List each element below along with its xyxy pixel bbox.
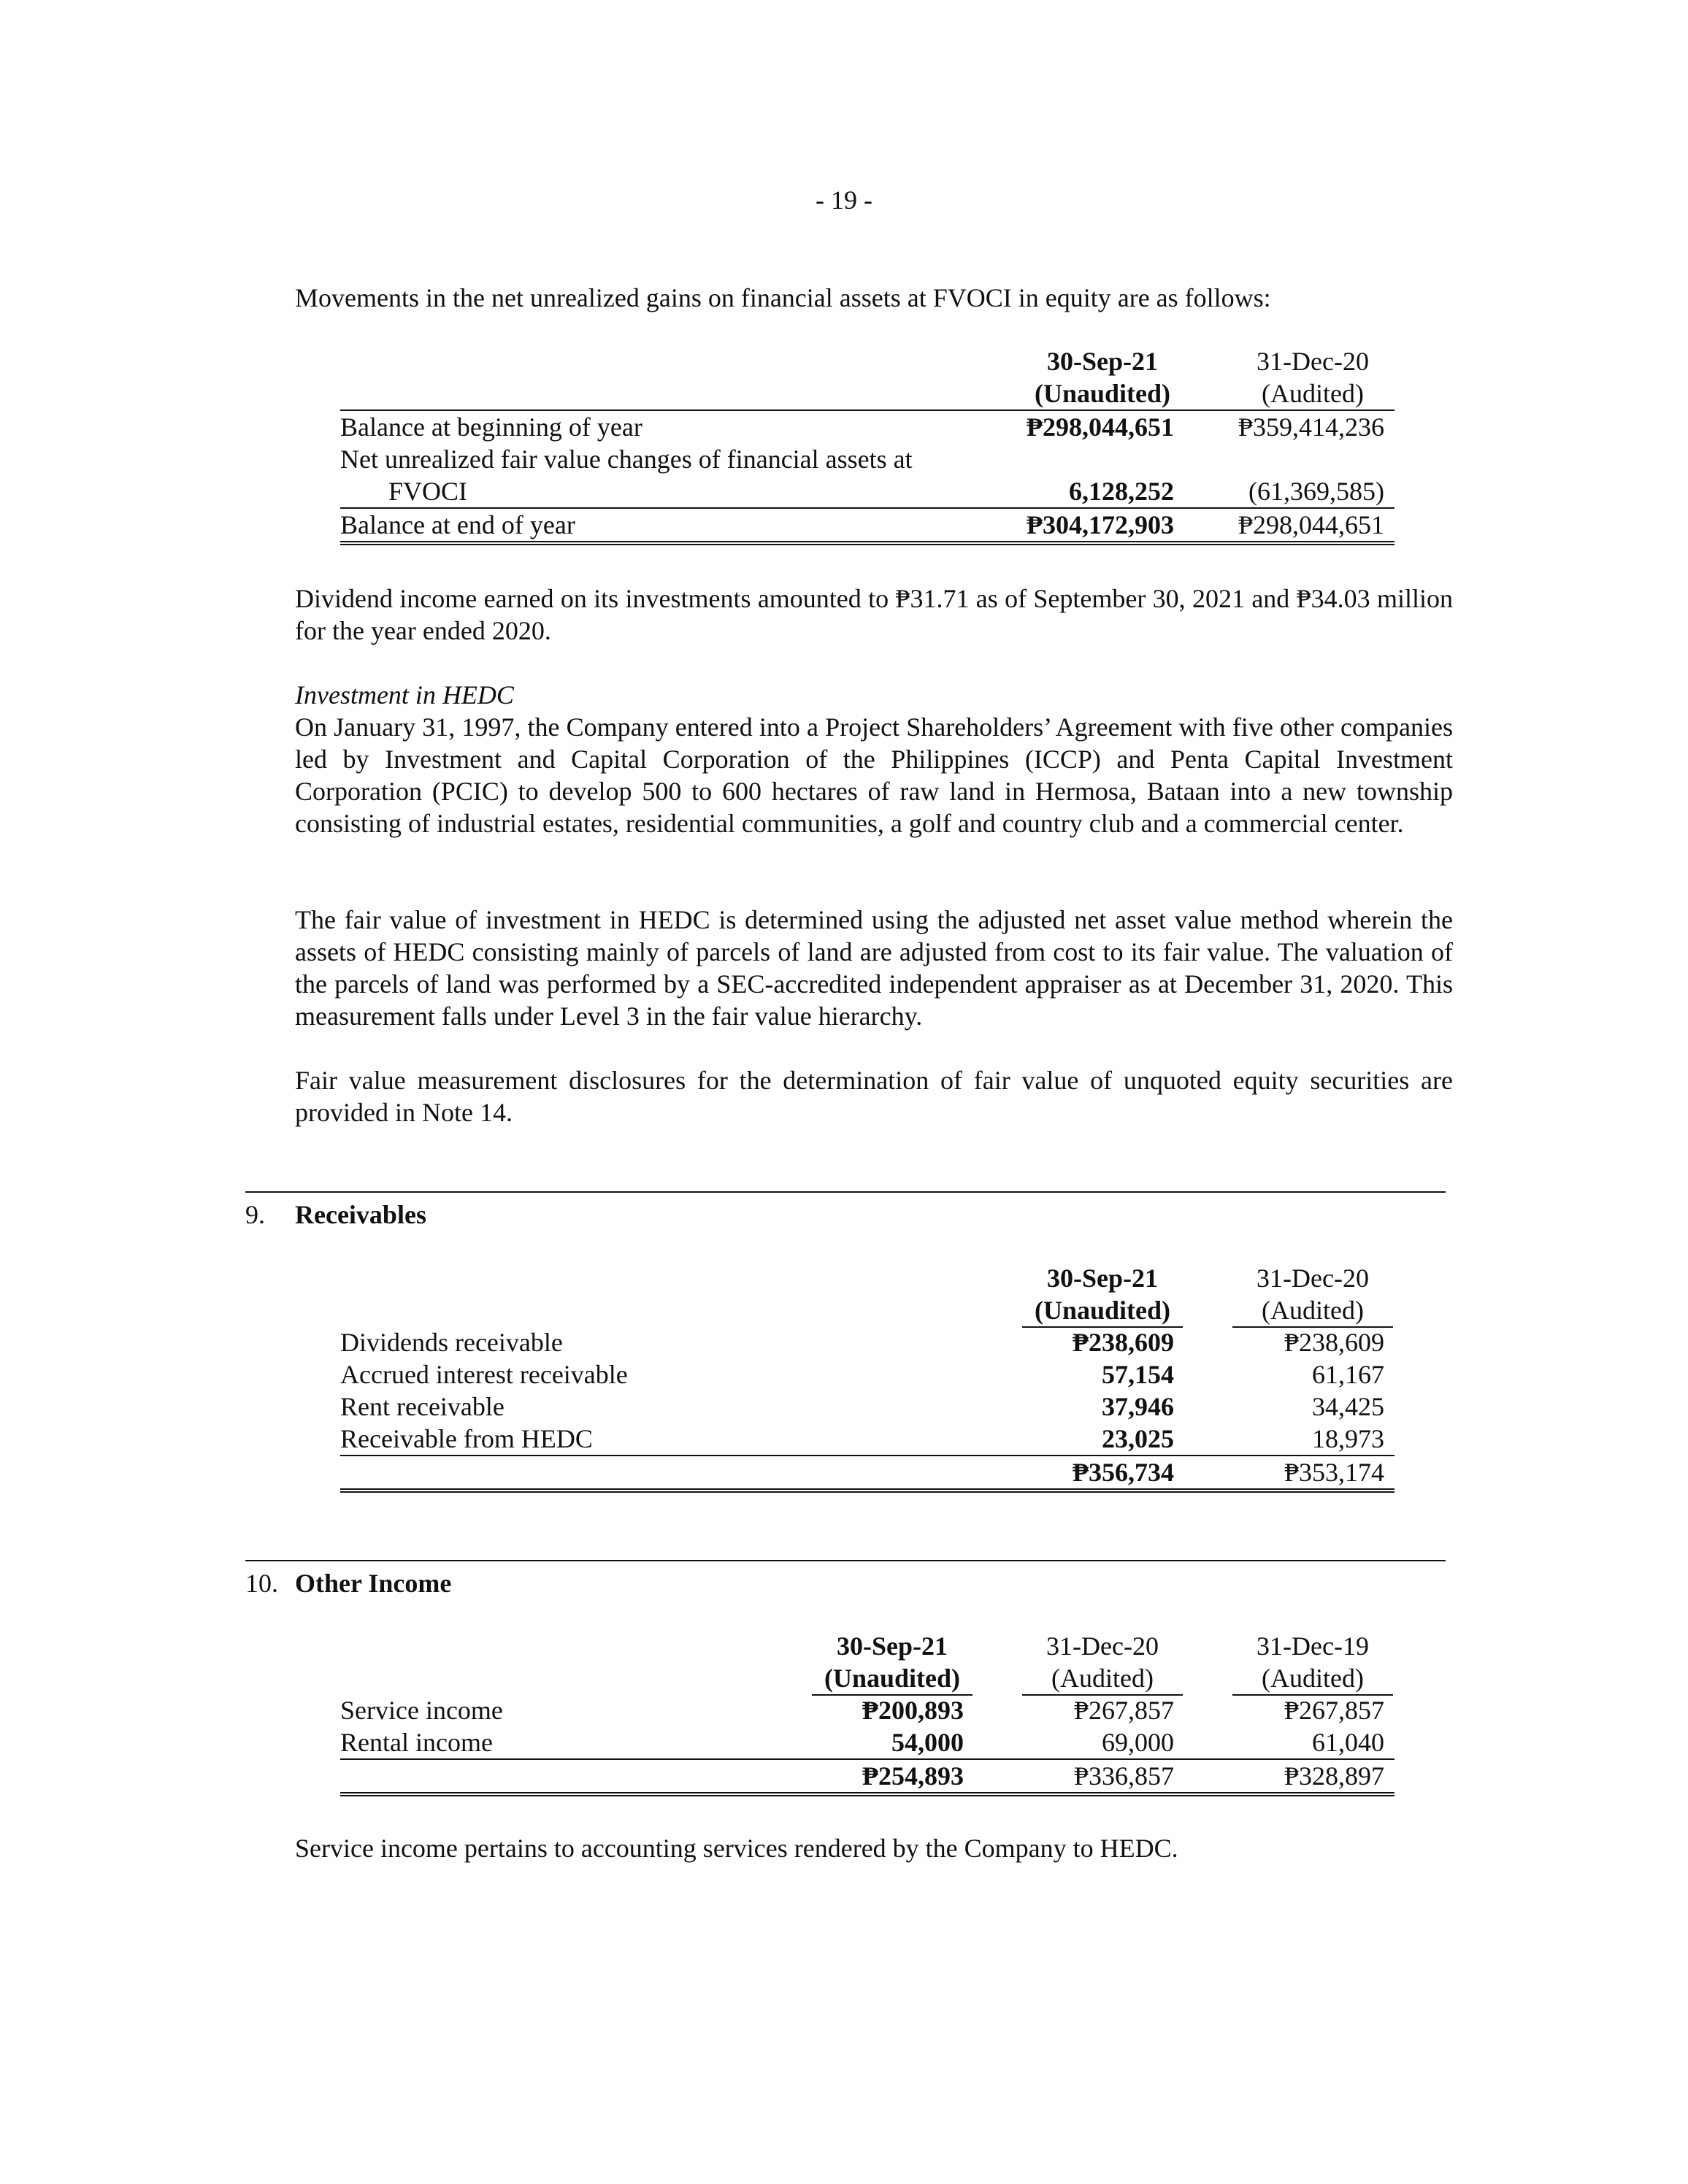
receivables-value-prior: 34,425 <box>1312 1392 1384 1421</box>
receivables-table <box>340 1262 1394 1493</box>
fvoci-col1-header: 30-Sep-21 <box>1047 347 1158 376</box>
other-income-header-row-1 <box>340 1630 1394 1662</box>
hedc-paragraph-2: The fair value of investment in HEDC is determined using the adjusted net asset value method wherein the assets of HEDC consisting mainly of parcels of land are adjusted from cost to its fair value. The valuation of the parcels of land was performed by a SEC-accredited independent appraiser as at December 31, 2020. This measurement falls under Level 3 in the fair value hierarchy. <box>295 905 1453 1031</box>
fvoci-row-value-prior: (61,369,585) <box>1248 477 1384 506</box>
receivables-total-current: ₱356,734 <box>1073 1458 1174 1487</box>
receivables-row <box>340 1326 1394 1358</box>
fvoci-intro: Movements in the net unrealized gains on financial assets at FVOCI in equity are as follows: <box>295 283 1271 312</box>
fvoci-col1-subheader: (Unaudited) <box>1034 379 1171 408</box>
fvoci-row <box>340 443 1394 475</box>
other-income-col2-subheader: (Audited) <box>1022 1662 1183 1696</box>
section-title: Other Income <box>295 1569 452 1598</box>
receivables-row-label: Rent receivable <box>340 1392 505 1421</box>
hedc-heading: Investment in HEDC <box>295 680 514 710</box>
fvoci-row-label: Net unrealized fair value changes of financial assets at <box>340 445 913 474</box>
fvoci-col2-subheader: (Audited) <box>1262 379 1364 408</box>
fvoci-row-value-current: ₱304,172,903 <box>1027 510 1174 539</box>
fvoci-col2-header: 31-Dec-20 <box>1257 347 1369 376</box>
other-income-total-2019: ₱328,897 <box>1284 1761 1384 1791</box>
other-income-row <box>340 1694 1394 1726</box>
other-income-col1-subheader: (Unaudited) <box>812 1662 972 1696</box>
section-number: 10. <box>245 1569 278 1598</box>
other-income-total-2021: ₱254,893 <box>862 1761 964 1791</box>
fvoci-total-row <box>340 507 1394 545</box>
receivables-row-label: Accrued interest receivable <box>340 1360 628 1389</box>
receivables-col2-header: 31-Dec-20 <box>1257 1264 1369 1293</box>
other-income-total-2020: ₱336,857 <box>1073 1761 1174 1791</box>
fvoci-row-value-prior: ₱298,044,651 <box>1238 510 1384 539</box>
other-income-total-row <box>340 1760 1394 1796</box>
receivables-col1-subheader: (Unaudited) <box>1022 1294 1183 1328</box>
other-income-col3-subheader: (Audited) <box>1232 1662 1393 1696</box>
fvoci-header-row-2 <box>340 377 1394 411</box>
receivables-header-row-2 <box>340 1294 1394 1326</box>
receivables-header-row-1 <box>340 1262 1394 1294</box>
fvoci-table <box>340 345 1394 545</box>
fvoci-row-label: FVOCI <box>388 477 468 506</box>
other-income-col1-header: 30-Sep-21 <box>837 1631 948 1661</box>
fvoci-row-label: Balance at end of year <box>340 510 575 539</box>
other-income-header-row-2 <box>340 1662 1394 1694</box>
fvoci-row-value-prior: ₱359,414,236 <box>1238 412 1384 442</box>
receivables-row <box>340 1423 1394 1456</box>
other-income-row-label: Service income <box>340 1696 503 1725</box>
hedc-paragraph-3: Fair value measurement disclosures for the determination of fair value of unquoted equity securities are provided in Note 14. <box>295 1066 1453 1127</box>
section-divider <box>245 1560 1446 1561</box>
other-income-value-2019: ₱267,857 <box>1284 1696 1384 1725</box>
other-income-value-2019: 61,040 <box>1312 1728 1384 1757</box>
receivables-col1-header: 30-Sep-21 <box>1047 1264 1158 1293</box>
section-divider <box>245 1191 1446 1193</box>
page-number: - 19 - <box>816 185 872 215</box>
other-income-col2-header: 31-Dec-20 <box>1046 1631 1159 1661</box>
section-number: 9. <box>245 1200 265 1229</box>
receivables-col2-subheader: (Audited) <box>1232 1294 1393 1328</box>
receivables-row-label: Dividends receivable <box>340 1328 563 1357</box>
fvoci-row-value-current: 6,128,252 <box>1069 477 1174 506</box>
receivables-value-prior: 18,973 <box>1312 1424 1384 1453</box>
other-income-footnote: Service income pertains to accounting services rendered by the Company to HEDC. <box>295 1834 1178 1863</box>
fvoci-row <box>340 475 1394 507</box>
fvoci-row-value-current: ₱298,044,651 <box>1027 412 1174 442</box>
fvoci-header-row-1 <box>340 345 1394 377</box>
receivables-value-current: 37,946 <box>1102 1392 1174 1421</box>
other-income-value-2021: 54,000 <box>891 1728 964 1757</box>
receivables-row <box>340 1391 1394 1423</box>
fvoci-row <box>340 411 1394 443</box>
receivables-value-current: 23,025 <box>1102 1424 1174 1453</box>
other-income-value-2020: 69,000 <box>1102 1728 1174 1757</box>
other-income-row <box>340 1726 1394 1760</box>
receivables-value-prior: 61,167 <box>1312 1360 1384 1389</box>
receivables-value-current: 57,154 <box>1102 1360 1174 1389</box>
other-income-value-2021: ₱200,893 <box>862 1696 964 1725</box>
section-title: Receivables <box>295 1200 426 1229</box>
other-income-value-2020: ₱267,857 <box>1073 1696 1174 1725</box>
receivables-total-row <box>340 1456 1394 1493</box>
other-income-col3-header: 31-Dec-19 <box>1257 1631 1369 1661</box>
receivables-row-label: Receivable from HEDC <box>340 1424 593 1453</box>
other-income-table <box>340 1630 1394 1796</box>
receivables-row <box>340 1358 1394 1391</box>
fvoci-row-label: Balance at beginning of year <box>340 412 642 442</box>
hedc-paragraph-1: On January 31, 1997, the Company entered into a Project Shareholders’ Agreement with five other companies led by Investment and Capital Corporation of the Philippines (ICCP) and Penta Capital Investment Corporation (PCIC) to develop 500 to 600 hectares of raw land in Hermosa, Bataan into a new township consisting of industrial estates, residential communities, a golf and country club and a commercial center. <box>295 712 1453 838</box>
other-income-row-label: Rental income <box>340 1728 493 1757</box>
receivables-value-current: ₱238,609 <box>1073 1328 1174 1357</box>
receivables-value-prior: ₱238,609 <box>1284 1328 1384 1357</box>
receivables-total-prior: ₱353,174 <box>1284 1458 1384 1487</box>
dividend-paragraph: Dividend income earned on its investments amounted to ₱31.71 as of September 30, 2021 and ₱34.03 million for the year ended 2020. <box>295 584 1453 645</box>
